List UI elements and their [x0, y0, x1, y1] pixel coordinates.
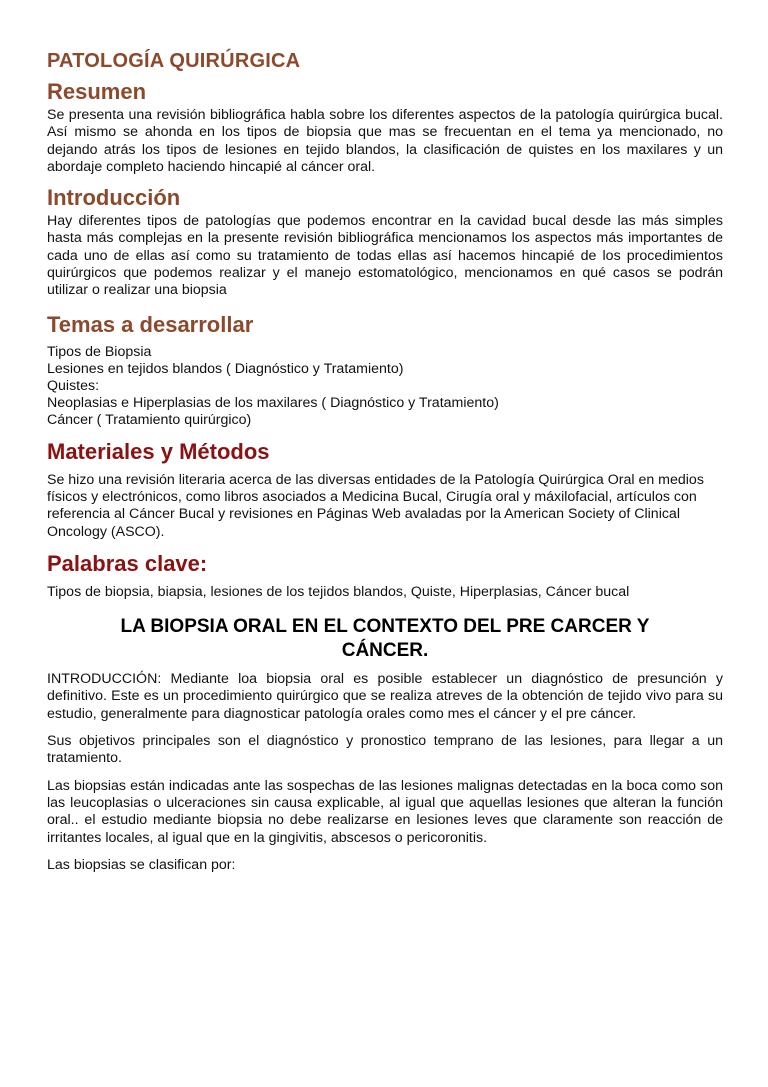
palabras-text: Tipos de biopsia, biapsia, lesiones de los tejidos blandos, Quiste, Hiperplasias, Cáncer bucal: [47, 583, 630, 600]
section-paragraph: Las biopsias se clasifican por:: [47, 856, 236, 873]
introduccion-heading: Introducción: [47, 185, 181, 211]
section-paragraph: INTRODUCCIÓN: Mediante loa biopsia oral es posible establecer un diagnóstico de presunción y definitivo. Este es un procedimiento quirúrgico que se realiza atreves de la obtención de tejido vivo para su estudio, generalmente para diagnosticar patología orales como mes el cáncer y el pre cáncer.: [47, 671, 723, 722]
document-title: PATOLOGÍA QUIRÚRGICA: [47, 50, 301, 72]
resumen-heading: Resumen: [47, 79, 147, 104]
temas-item: Tipos de Biopsia: [47, 343, 152, 360]
temas-heading: Temas a desarrollar: [47, 311, 254, 337]
temas-item: Quistes:: [47, 377, 100, 394]
materiales-text: Se hizo una revisión literaria acerca de las diversas entidades de la Patología Quirúrgica Oral en medios físicos y electrónicos, como libros asociados a Medicina Bucal, Cirugía oral y máxilofacial, artículos con referencia al Cáncer Bucal y revisiones en Páginas Web avaladas por la American Society of Clinical Oncology (ASCO).: [47, 471, 704, 540]
temas-item: Cáncer ( Tratamiento quirúrgico): [47, 411, 252, 428]
materiales-heading: Materiales y Métodos: [47, 438, 270, 464]
section-title: LA BIOPSIA ORAL EN EL CONTEXTO DEL PRE CARCER Y CÁNCER.: [120, 616, 650, 662]
section-paragraph: Sus objetivos principales son el diagnóstico y pronostico temprano de las lesiones, para llegar a un tratamiento.: [47, 733, 723, 767]
introduccion-text: Hay diferentes tipos de patologías que podemos encontrar en la cavidad bucal desde las más simples hasta más complejas en la presente revisión bibliográfica mencionamos los aspectos más importantes de cada uno de ellas así como su tratamiento de todas ellas así hacemos hincapié de los procedimientos quirúrgicos que podemos realizar y el manejo estomatológico, mencionamos en qué casos se podrán utilizar o realizar una biopsia: [47, 213, 723, 299]
section-paragraph: Las biopsias están indicadas ante las sospechas de las lesiones malignas detectadas en la boca como son las leucoplasias o ulceraciones sin causa explicable, al igual que aquellas lesiones que alteran la función oral.. el estudio mediante biopsia no debe realizarse en lesiones leves que claramente son reacción de irritantes locales, al igual que en la gingivitis, abscesos o pericoronitis.: [47, 777, 723, 846]
temas-list: [47, 344, 723, 429]
document-content: [47, 46, 723, 874]
palabras-heading: Palabras clave:: [47, 550, 208, 576]
temas-item: Neoplasias e Hiperplasias de los maxilares ( Diagnóstico y Tratamiento): [47, 394, 499, 411]
resumen-text: Se presenta una revisión bibliográfica habla sobre los diferentes aspectos de la patología quirúrgica bucal. Así mismo se ahonda en los tipos de biopsia que mas se frecuentan en el tema ya mencionado, no dejando atrás los tipos de lesiones en tejido blandos, la clasificación de quistes en los maxilares y un abordaje completo haciendo hincapié al cáncer oral.: [47, 107, 723, 175]
temas-item: Lesiones en tejidos blandos ( Diagnóstico y Tratamiento): [47, 360, 404, 377]
